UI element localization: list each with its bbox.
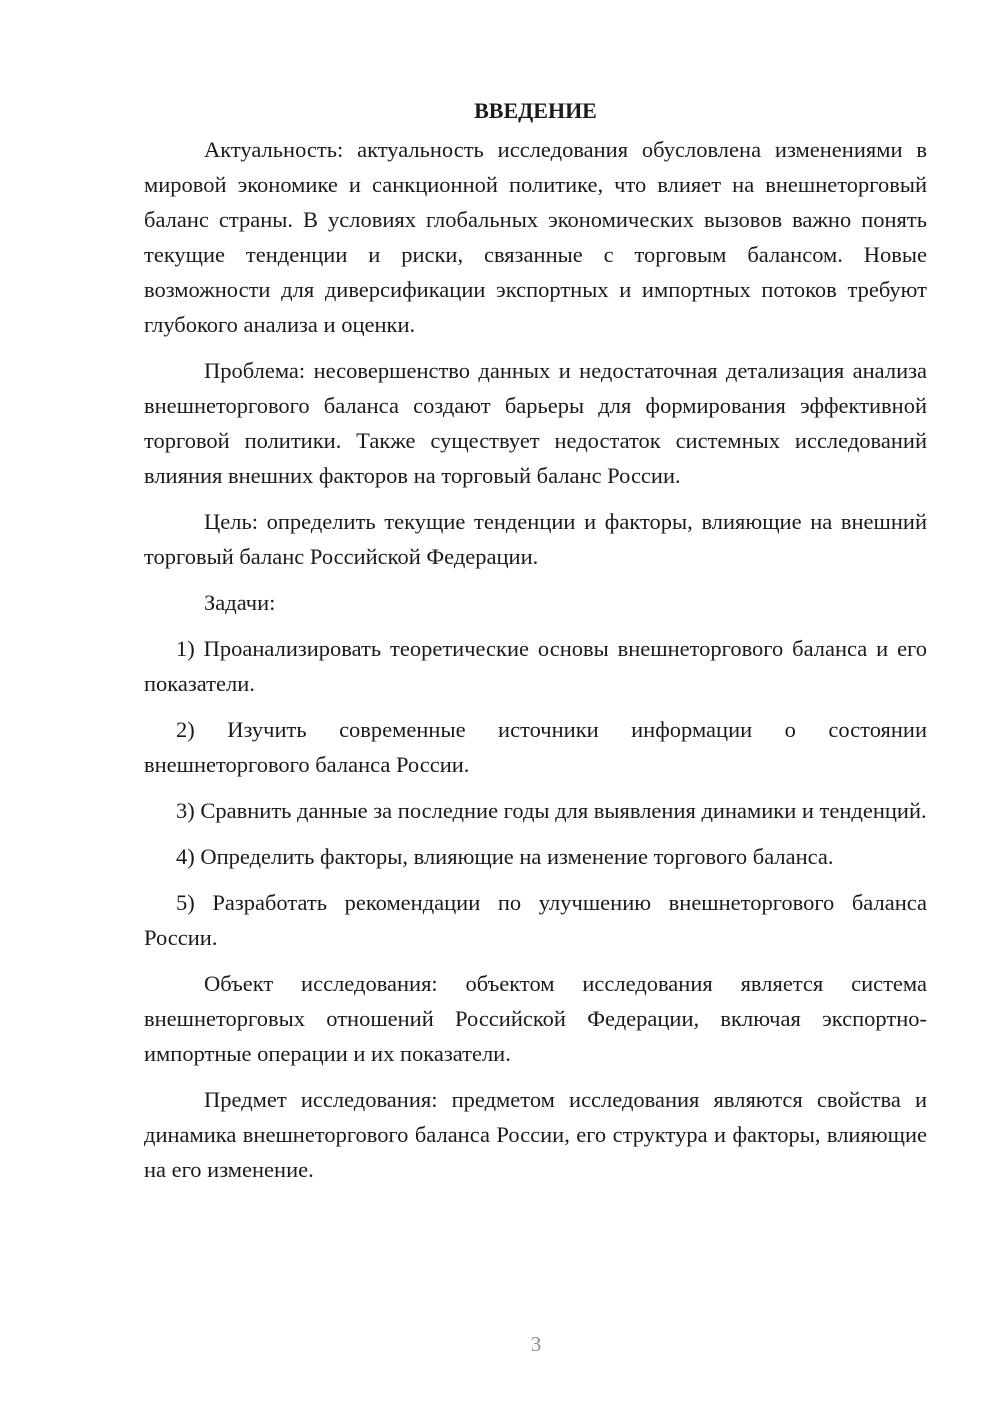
page-number: 3 <box>530 1332 542 1356</box>
task-item: 4) Определить факторы, влияющие на изменение торгового баланса. <box>176 844 834 869</box>
tasks-label: Задачи: <box>204 590 276 615</box>
paragraph-goal: Цель: определить текущие тенденции и факторы, влияющие на внешний торговый баланс Российской Федерации. <box>144 509 927 569</box>
paragraph-object: Объект исследования: объектом исследования является система внешнеторговых отношений Российской Федерации, включая экспортно-импортные операции и их показатели. <box>144 971 927 1066</box>
paragraph-relevance: Актуальность: актуальность исследования обусловлена изменениями в мировой экономике и санкционной политике, что влияет на внешнеторговый баланс страны. В условиях глобальных экономических вызовов важно понять текущие тенденции и риски, связанные с торговым балансом. Новые возможности для диверсификации экспортных и импортных потоков требуют глубокого анализа и оценки. <box>144 137 927 337</box>
paragraph-problem: Проблема: несовершенство данных и недостаточная детализация анализа внешнеторгового баланса создают барьеры для формирования эффективной торговой политики. Также существует недостаток системных исследований влияния внешних факторов на торговый баланс России. <box>144 358 927 488</box>
task-item: 3) Сравнить данные за последние годы для выявления динамики и тенденций. <box>176 798 927 823</box>
task-item: 1) Проанализировать теоретические основы внешнеторгового баланса и его показатели. <box>144 636 927 696</box>
task-item: 2) Изучить современные источники информации о состоянии внешнеторгового баланса России. <box>144 717 927 777</box>
document-body <box>144 94 927 1187</box>
section-heading: ВВЕДЕНИЕ <box>474 98 597 123</box>
task-item: 5) Разработать рекомендации по улучшению внешнеторгового баланса России. <box>144 890 927 950</box>
paragraph-subject: Предмет исследования: предметом исследования являются свойства и динамика внешнеторгового баланса России, его структура и факторы, влияющие на его изменение. <box>144 1087 927 1182</box>
